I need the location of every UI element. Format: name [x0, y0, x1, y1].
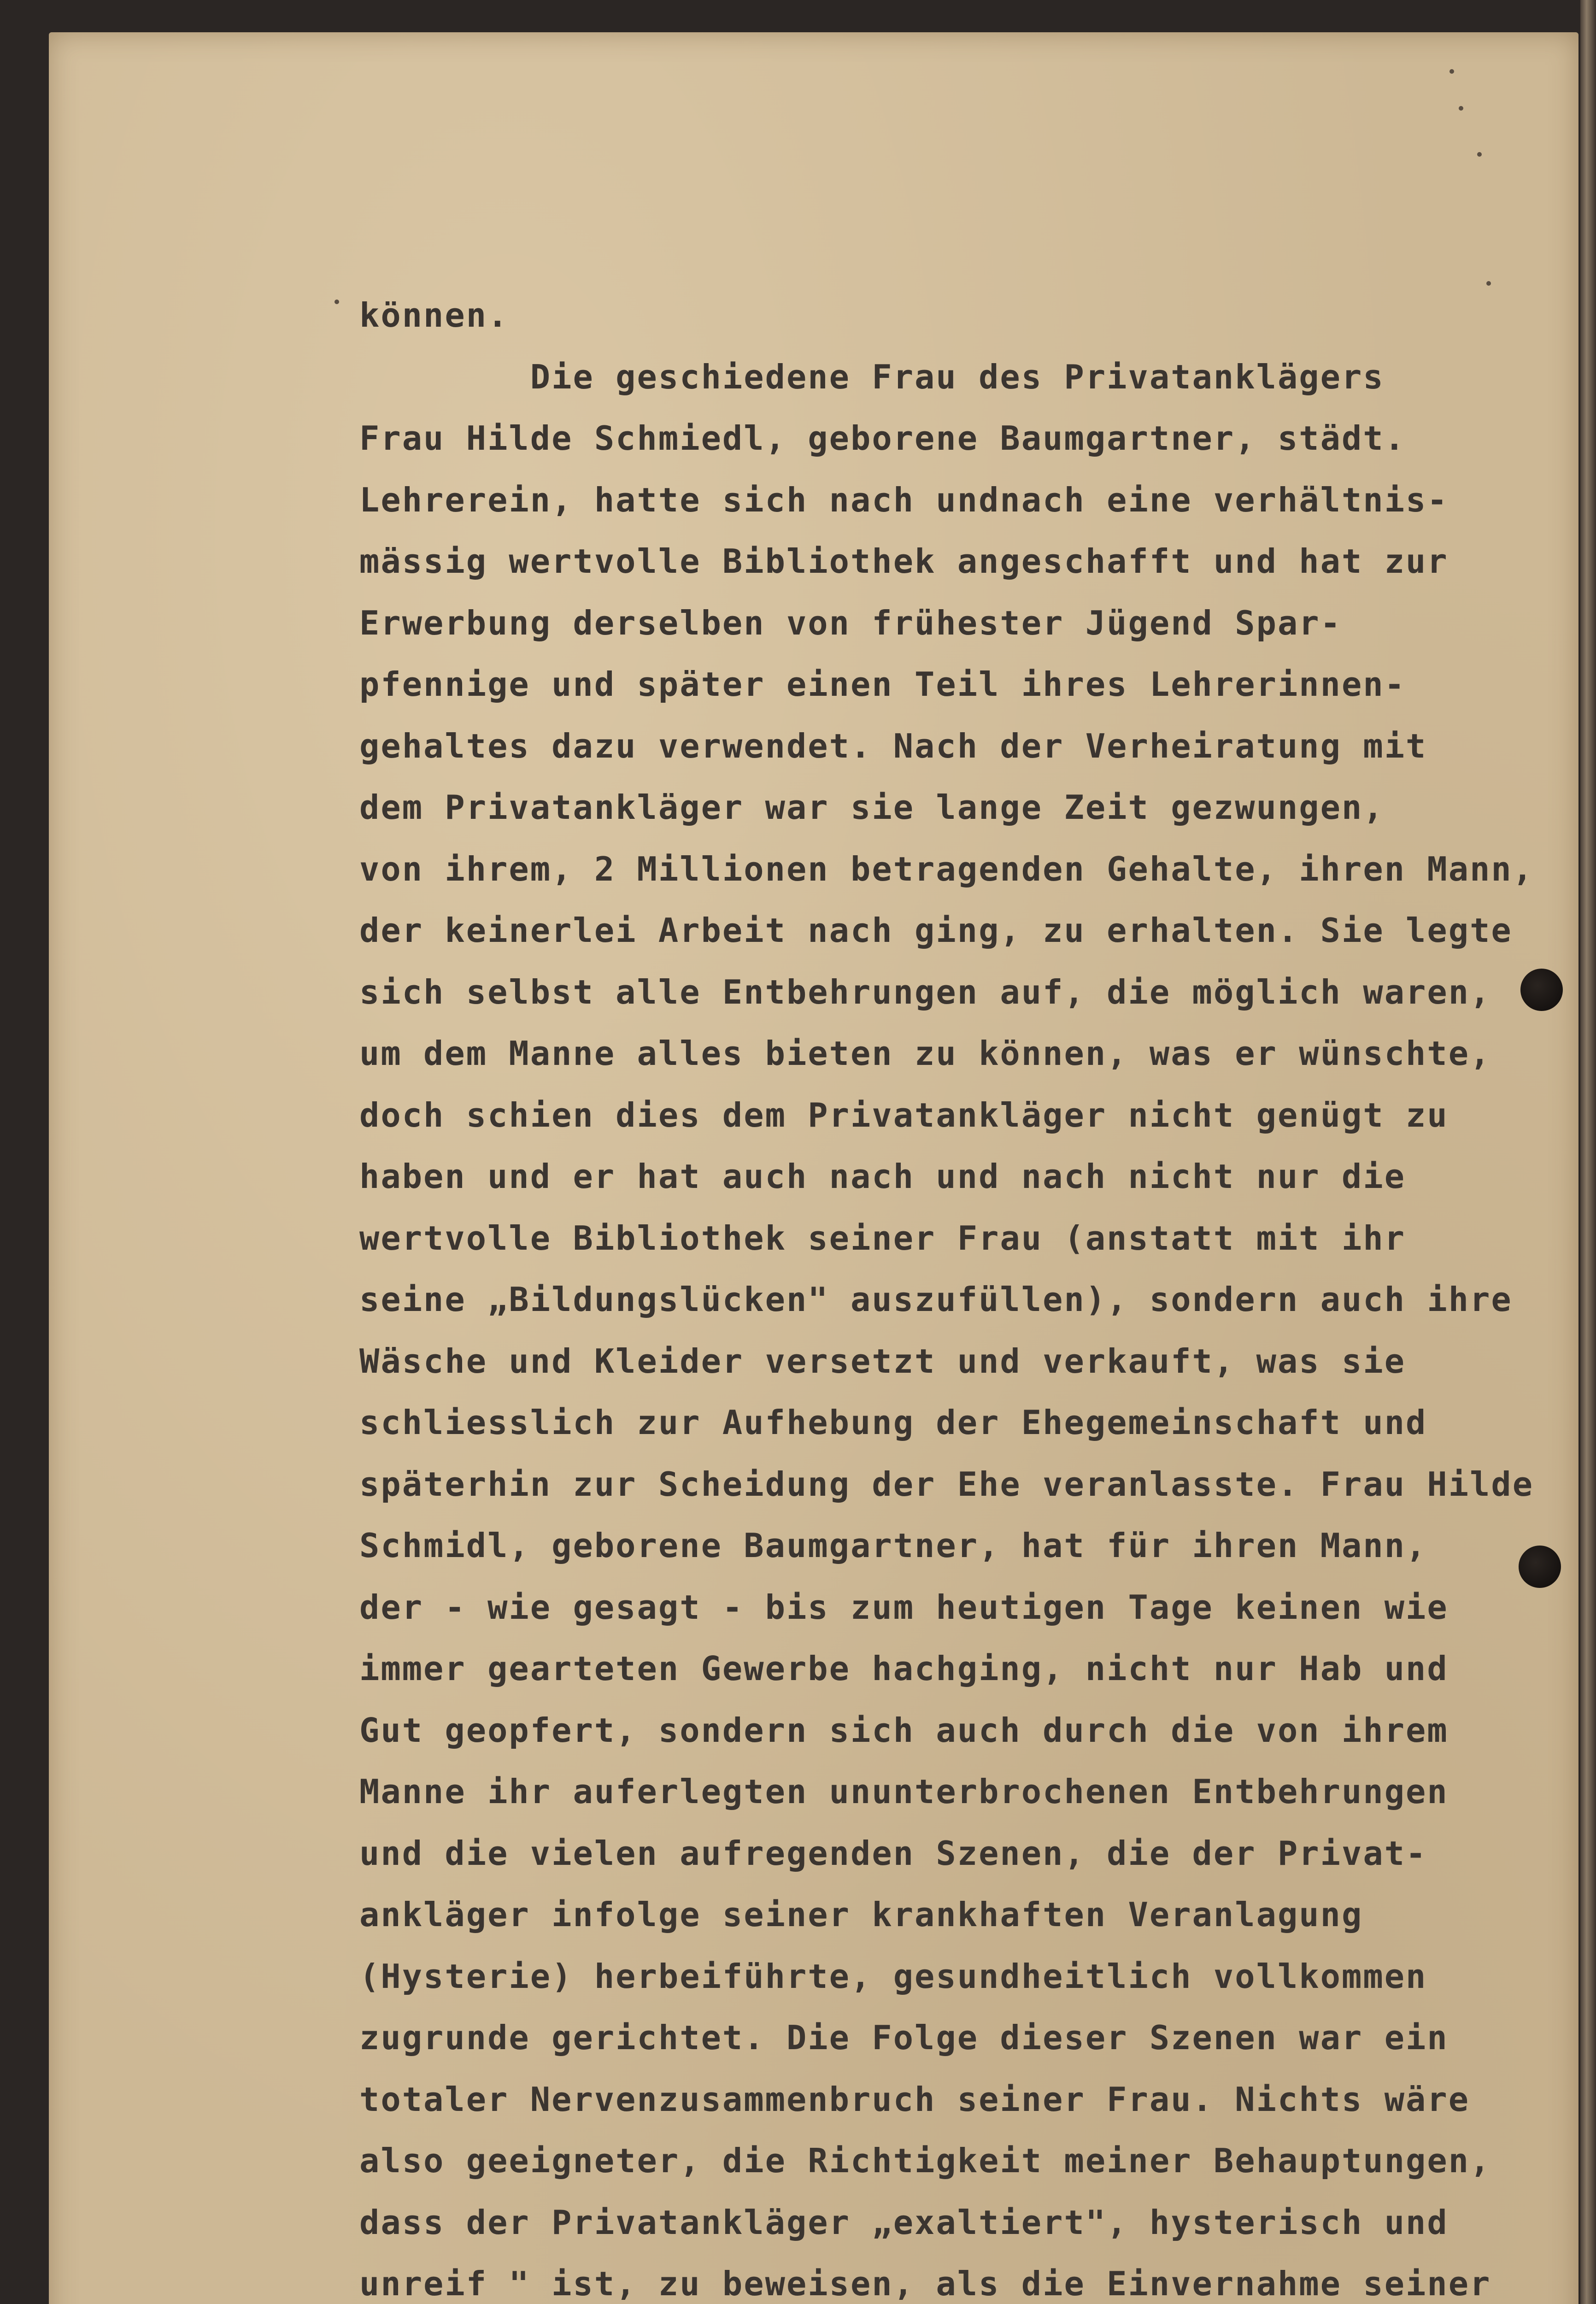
- text-line: Wäsche und Kleider versetzt und verkauft, was sie: [359, 1341, 1406, 1381]
- text-line: gehaltes dazu verwendet. Nach der Verheiratung mit: [359, 726, 1427, 765]
- scan-edge: [1580, 0, 1596, 2304]
- text-line: um dem Manne alles bieten zu können, was er wünschte,: [359, 1034, 1491, 1073]
- text-line: also geeigneter, die Richtigkeit meiner Behauptungen,: [359, 2141, 1491, 2180]
- text-line: der - wie gesagt - bis zum heutigen Tage keinen wie: [359, 1587, 1449, 1627]
- text-line: Erwerbung derselben von frühester Jügend Spar-: [359, 603, 1342, 642]
- text-line: Lehrerein, hatte sich nach undnach eine verhältnis-: [359, 480, 1449, 519]
- paper-speck: [1449, 69, 1454, 74]
- text-line: Frau Hilde Schmiedl, geborene Baumgartner, städt.: [359, 419, 1406, 458]
- text-line: haben und er hat auch nach und nach nicht nur die: [359, 1157, 1406, 1196]
- text-line: sich selbst alle Entbehrungen auf, die möglich waren,: [359, 972, 1491, 1011]
- text-line: immer gearteten Gewerbe hachging, nicht nur Hab und: [359, 1649, 1449, 1688]
- text-line: seine „Bildungslücken" auszufüllen), sondern auch ihre: [359, 1280, 1513, 1319]
- text-line: Die geschiedene Frau des Privatanklägers: [359, 357, 1385, 396]
- text-line: schliesslich zur Aufhebung der Ehegemeinschaft und: [359, 1403, 1427, 1442]
- paper-speck: [1459, 106, 1463, 111]
- paper-speck: [1477, 152, 1482, 157]
- text-line: Schmidl, geborene Baumgartner, hat für ihren Mann,: [359, 1526, 1427, 1565]
- document-text: [359, 285, 1557, 2304]
- text-line: zugrunde gerichtet. Die Folge dieser Szenen war ein: [359, 2018, 1449, 2057]
- text-line: dass der Privatankläger „exaltiert", hysterisch und: [359, 2203, 1449, 2242]
- text-line: pfennige und später einen Teil ihres Lehrerinnen-: [359, 665, 1406, 704]
- text-line: (Hysterie) herbeiführte, gesundheitlich vollkommen: [359, 1957, 1427, 1996]
- text-line: dem Privatankläger war sie lange Zeit gezwungen,: [359, 788, 1385, 827]
- text-line: können.: [359, 296, 509, 335]
- text-line: mässig wertvolle Bibliothek angeschafft und hat zur: [359, 542, 1449, 581]
- text-line: Gut geopfert, sondern sich auch durch die von ihrem: [359, 1710, 1449, 1750]
- text-line: und die vielen aufregenden Szenen, die der Privat-: [359, 1834, 1427, 1873]
- text-line: doch schien dies dem Privatankläger nicht genügt zu: [359, 1095, 1449, 1134]
- text-line: totaler Nervenzusammenbruch seiner Frau. Nichts wäre: [359, 2080, 1470, 2119]
- text-line: von ihrem, 2 Millionen betragenden Gehalte, ihren Mann,: [359, 849, 1534, 888]
- text-line: unreif " ist, zu beweisen, als die Einvernahme seiner: [359, 2264, 1491, 2303]
- text-line: ankläger infolge seiner krankhaften Veranlagung: [359, 1895, 1363, 1934]
- paper-speck: [334, 300, 339, 304]
- text-line: Manne ihr auferlegten ununterbrochenen Entbehrungen: [359, 1772, 1449, 1811]
- text-line: der keinerlei Arbeit nach ging, zu erhalten. Sie legte: [359, 911, 1513, 950]
- text-line: wertvolle Bibliothek seiner Frau (anstatt mit ihr: [359, 1218, 1406, 1258]
- text-line: späterhin zur Scheidung der Ehe veranlasste. Frau Hilde: [359, 1464, 1534, 1504]
